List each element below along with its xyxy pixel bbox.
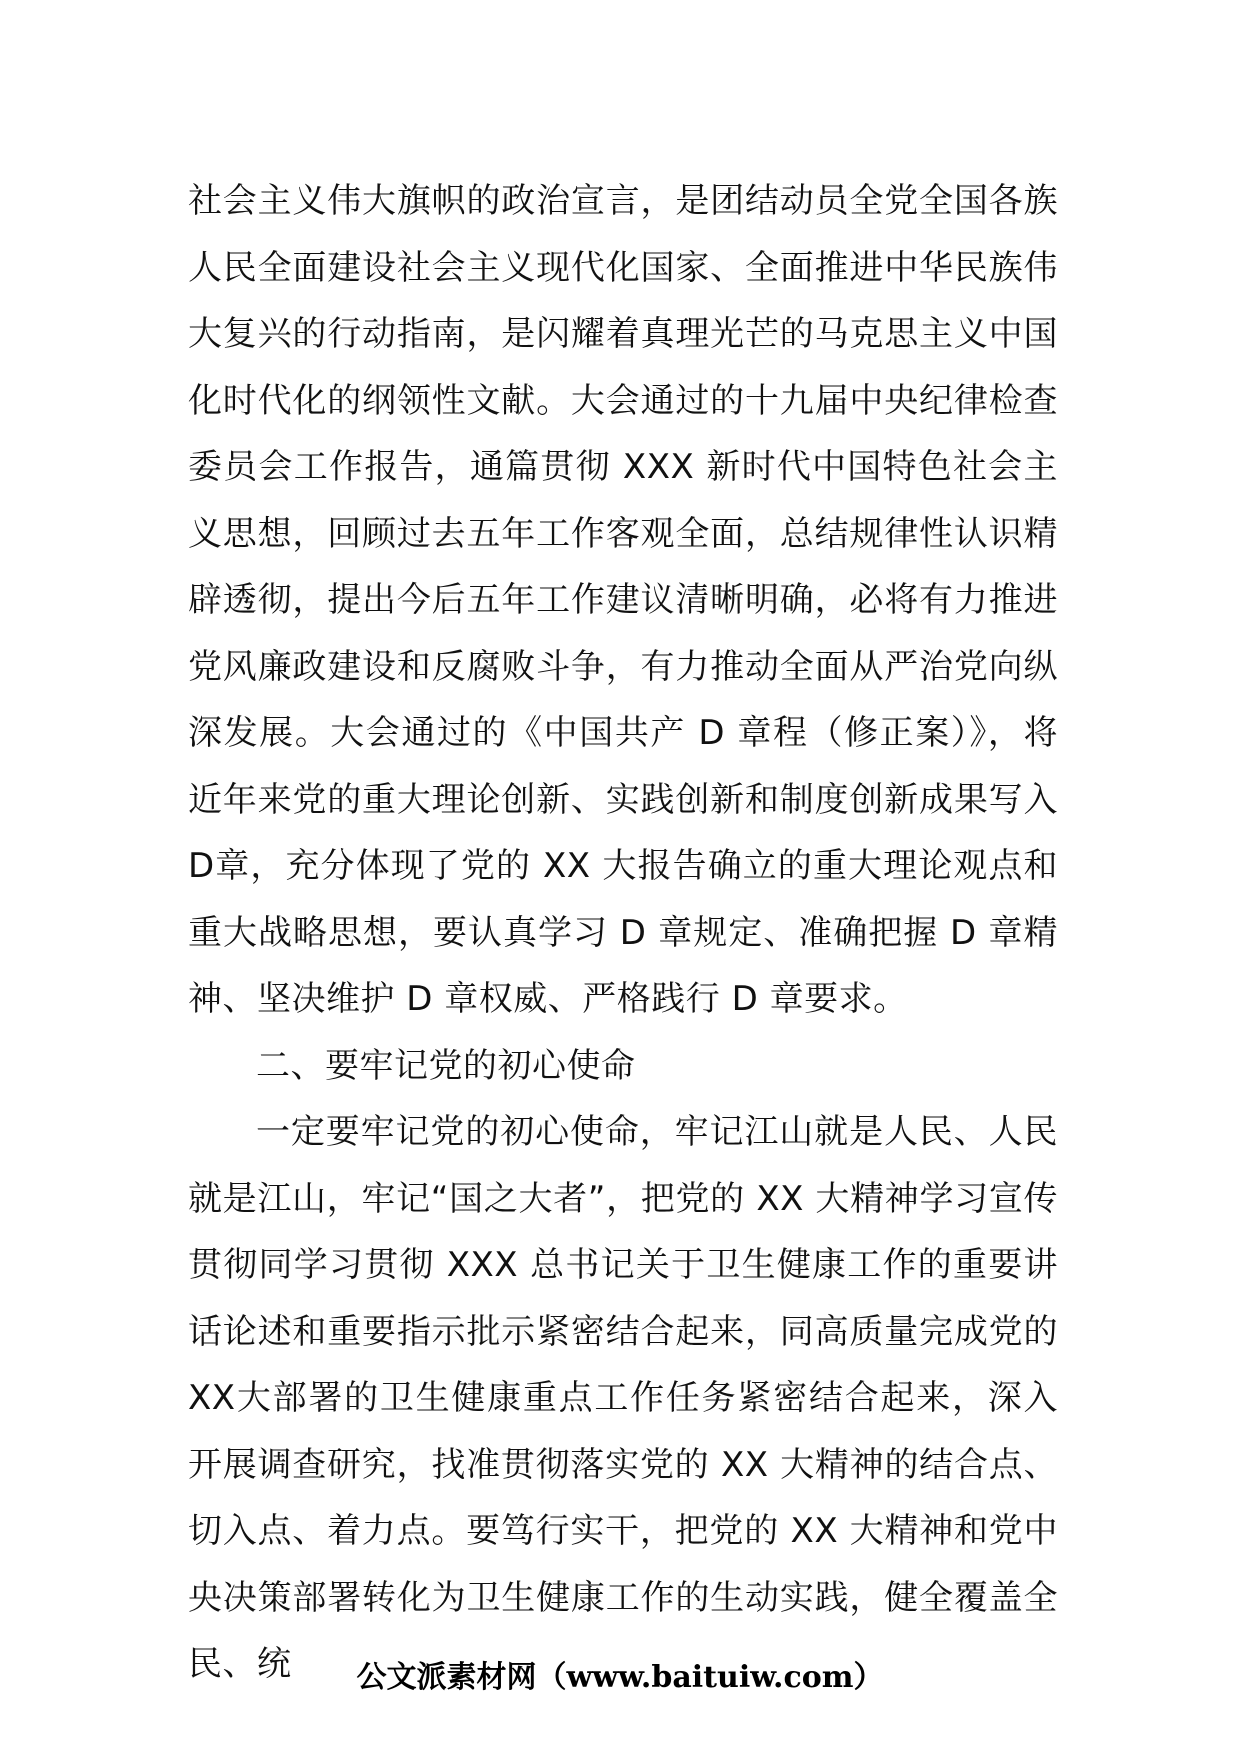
source-footer: 公文派素材网（www.baituiw.com） [356,1660,884,1695]
section-heading: 二、要牢记党的初心使命 [256,1045,636,1086]
document-body [188,168,1058,1698]
paragraph-mission: 一定要牢记党的初心使命，牢记江山就是人民、人民就是江山，牢记“国之大者”，把党的 XX 大精神学习宣传贯彻同学习贯彻 XXX 总书记关于卫生健康工作的重要讲话论述和重要指示批示紧密结合起来，同高质量完成党的 XX大部署的卫生健康重点工作任务紧密结合起来，深入开展调查研究，找准贯彻落实党的 XX 大精神的结合点、切入点、着力点。要笃行实干，把党的 XX 大精神和党中央决策部署转化为卫生健康工作的生动实践，健全覆盖全民、统 [188,1112,1058,1684]
paragraph-continuation: 社会主义伟大旗帜的政治宣言，是团结动员全党全国各族人民全面建设社会主义现代化国家、全面推进中华民族伟大复兴的行动指南，是闪耀着真理光芒的马克思主义中国化时代化的纲领性文献。大会通过的十九届中央纪律检查委员会工作报告，通篇贯彻 XXX 新时代中国特色社会主义思想，回顾过去五年工作客观全面，总结规律性认识精辟透彻，提出今后五年工作建议清晰明确，必将有力推进党风廉政建设和反腐败斗争，有力推动全面从严治党向纵深发展。大会通过的《中国共产 D 章程（修正案）》，将近年来党的重大理论创新、实践创新和制度创新成果写入 D章，充分体现了党的 XX 大报告确立的重大理论观点和重大战略思想，要认真学习 D 章规定、准确把握 D 章精神、坚决维护 D 章权威、严格践行 D 章要求。 [188,181,1058,1019]
